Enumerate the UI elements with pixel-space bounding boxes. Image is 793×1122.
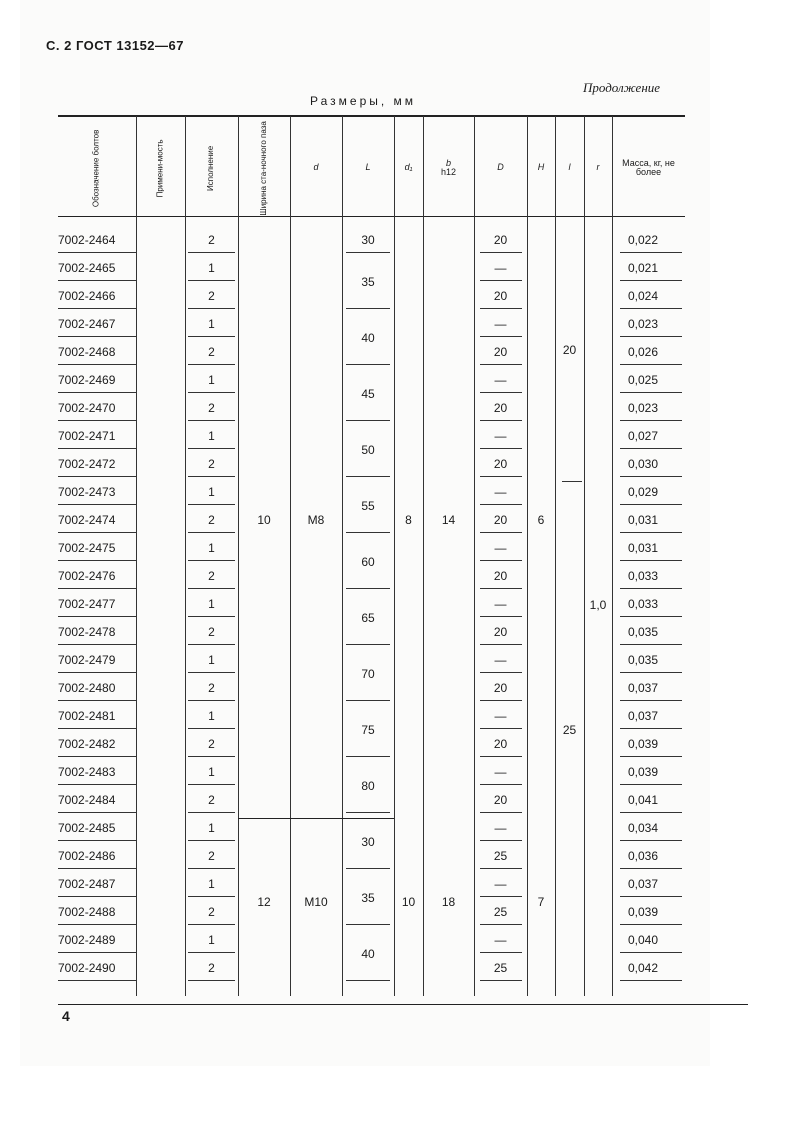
continuation-label: Продолжение — [583, 80, 661, 95]
D-value: 20 — [493, 513, 508, 527]
row-underline — [188, 756, 235, 757]
mass-value: 0,039 — [628, 737, 659, 751]
L-value: 40 — [361, 947, 375, 961]
header-applicability: Примени-мость — [155, 139, 165, 197]
D-value: 25 — [493, 961, 508, 975]
L-value: 35 — [361, 275, 375, 289]
page-number: 4 — [62, 1008, 70, 1024]
row-underline — [188, 392, 235, 393]
row-underline — [620, 532, 682, 533]
row-underline — [480, 448, 522, 449]
L-underline — [346, 812, 390, 813]
L-underline — [346, 700, 390, 701]
d1-group2: 10 — [401, 895, 416, 909]
header-H: H — [537, 162, 545, 173]
row-underline — [188, 532, 235, 533]
mass-value: 0,021 — [628, 261, 659, 275]
mass-value: 0,022 — [628, 233, 659, 247]
row-underline — [620, 924, 682, 925]
row-underline — [58, 700, 136, 701]
row-underline — [58, 868, 136, 869]
row-underline — [620, 476, 682, 477]
D-value: 20 — [493, 401, 508, 415]
D-value: — — [494, 429, 507, 443]
row-underline — [58, 756, 136, 757]
row-underline — [58, 420, 136, 421]
row-underline — [188, 476, 235, 477]
version-value: 1 — [208, 261, 215, 275]
l-value-1: 20 — [562, 343, 577, 357]
row-underline — [58, 532, 136, 533]
row-underline — [480, 672, 522, 673]
row-underline — [480, 532, 522, 533]
row-underline — [188, 896, 235, 897]
bolt-code: 7002-2485 — [58, 821, 116, 835]
bolt-code: 7002-2471 — [58, 429, 116, 443]
page-bottom-rule — [58, 1004, 748, 1005]
L-underline — [346, 476, 390, 477]
bolt-code: 7002-2473 — [58, 485, 116, 499]
row-underline — [480, 644, 522, 645]
header-version: Исполнение — [206, 145, 216, 191]
version-value: 1 — [208, 429, 215, 443]
row-underline — [480, 336, 522, 337]
header-L: L — [365, 162, 371, 173]
row-underline — [480, 308, 522, 309]
header-slot-width: Ширина ста-ночного паза — [258, 120, 268, 216]
L-value: 30 — [361, 835, 375, 849]
row-underline — [620, 336, 682, 337]
D-value: — — [494, 653, 507, 667]
row-underline — [58, 392, 136, 393]
row-underline — [620, 616, 682, 617]
version-value: 2 — [208, 345, 215, 359]
header-mass: Масса, кг, не более — [622, 157, 675, 177]
version-value: 2 — [208, 289, 215, 303]
col-sep — [555, 116, 556, 996]
row-underline — [480, 280, 522, 281]
header-d1: d₁ — [404, 162, 413, 173]
D-value: 20 — [493, 681, 508, 695]
L-underline — [346, 868, 390, 869]
mass-value: 0,034 — [628, 821, 659, 835]
row-underline — [188, 616, 235, 617]
row-underline — [188, 252, 235, 253]
mass-value: 0,041 — [628, 793, 659, 807]
row-underline — [188, 672, 235, 673]
row-underline — [480, 588, 522, 589]
dimensions-title: Размеры, мм — [310, 94, 417, 108]
bolt-code: 7002-2476 — [58, 569, 116, 583]
row-underline — [480, 980, 522, 981]
row-underline — [620, 756, 682, 757]
D-value: 20 — [493, 737, 508, 751]
bolt-code: 7002-2472 — [58, 457, 116, 471]
version-value: 1 — [208, 373, 215, 387]
row-underline — [480, 924, 522, 925]
row-underline — [480, 560, 522, 561]
col-sep — [527, 116, 528, 996]
row-underline — [188, 924, 235, 925]
L-underline — [346, 364, 390, 365]
version-value: 1 — [208, 317, 215, 331]
version-value: 1 — [208, 709, 215, 723]
version-value: 2 — [208, 233, 215, 247]
thread-group1: M8 — [307, 513, 325, 527]
L-value: 70 — [361, 667, 375, 681]
row-underline — [620, 392, 682, 393]
row-underline — [620, 280, 682, 281]
L-value: 60 — [361, 555, 375, 569]
row-underline — [480, 784, 522, 785]
L-underline — [346, 532, 390, 533]
l-divider — [562, 481, 582, 482]
mass-value: 0,031 — [628, 541, 659, 555]
row-underline — [188, 336, 235, 337]
D-value: — — [494, 933, 507, 947]
version-value: 2 — [208, 793, 215, 807]
L-underline — [346, 420, 390, 421]
bolt-code: 7002-2468 — [58, 345, 116, 359]
L-underline — [346, 308, 390, 309]
mass-value: 0,039 — [628, 905, 659, 919]
row-underline — [620, 672, 682, 673]
mass-value: 0,037 — [628, 877, 659, 891]
bolt-code: 7002-2478 — [58, 625, 116, 639]
header-D: D — [497, 162, 504, 173]
slot-width-group1: 10 — [257, 513, 271, 527]
bolt-code: 7002-2475 — [58, 541, 116, 555]
slot-width-group2: 12 — [257, 895, 271, 909]
version-value: 1 — [208, 597, 215, 611]
mass-value: 0,035 — [628, 653, 659, 667]
mass-value: 0,029 — [628, 485, 659, 499]
bolt-code: 7002-2474 — [58, 513, 116, 527]
bolt-code: 7002-2481 — [58, 709, 116, 723]
mass-value: 0,023 — [628, 317, 659, 331]
row-underline — [480, 812, 522, 813]
row-underline — [188, 364, 235, 365]
row-underline — [480, 868, 522, 869]
col-sep — [394, 116, 395, 996]
mass-value: 0,035 — [628, 625, 659, 639]
l-value-2: 25 — [562, 723, 577, 737]
row-underline — [58, 896, 136, 897]
D-value: 20 — [493, 345, 508, 359]
D-value: — — [494, 373, 507, 387]
row-underline — [188, 420, 235, 421]
mass-value: 0,024 — [628, 289, 659, 303]
row-underline — [58, 952, 136, 953]
row-underline — [480, 504, 522, 505]
L-value: 65 — [361, 611, 375, 625]
bolt-code: 7002-2477 — [58, 597, 116, 611]
row-underline — [58, 840, 136, 841]
version-value: 2 — [208, 905, 215, 919]
L-underline — [346, 924, 390, 925]
row-underline — [480, 952, 522, 953]
row-underline — [620, 868, 682, 869]
bolt-code: 7002-2464 — [58, 233, 116, 247]
mass-value: 0,030 — [628, 457, 659, 471]
bolt-code: 7002-2486 — [58, 849, 116, 863]
bolt-code: 7002-2479 — [58, 653, 116, 667]
mass-value: 0,025 — [628, 373, 659, 387]
row-underline — [480, 364, 522, 365]
row-underline — [58, 448, 136, 449]
mass-value: 0,036 — [628, 849, 659, 863]
row-underline — [480, 840, 522, 841]
header-b: b h12 — [440, 157, 457, 177]
header-d: d — [313, 162, 319, 173]
row-underline — [188, 280, 235, 281]
mass-value: 0,026 — [628, 345, 659, 359]
col-sep — [612, 116, 613, 996]
row-underline — [58, 588, 136, 589]
col-sep — [584, 116, 585, 996]
row-underline — [188, 784, 235, 785]
row-underline — [58, 476, 136, 477]
col-sep — [185, 116, 186, 996]
row-underline — [620, 728, 682, 729]
row-underline — [58, 980, 136, 981]
mass-value: 0,031 — [628, 513, 659, 527]
L-value: 55 — [361, 499, 375, 513]
D-value: 20 — [493, 289, 508, 303]
row-underline — [58, 616, 136, 617]
mass-value: 0,037 — [628, 709, 659, 723]
D-value: — — [494, 821, 507, 835]
D-value: — — [494, 597, 507, 611]
D-value: — — [494, 317, 507, 331]
L-value: 75 — [361, 723, 375, 737]
col-sep — [238, 116, 239, 996]
row-underline — [480, 700, 522, 701]
version-value: 2 — [208, 961, 215, 975]
bolt-code: 7002-2483 — [58, 765, 116, 779]
row-underline — [620, 504, 682, 505]
mass-value: 0,037 — [628, 681, 659, 695]
bolt-code: 7002-2490 — [58, 961, 116, 975]
thread-group2: M10 — [304, 895, 328, 909]
header-l: l — [568, 162, 571, 173]
row-underline — [620, 364, 682, 365]
r-value: 1,0 — [589, 598, 607, 612]
version-value: 2 — [208, 401, 215, 415]
row-underline — [620, 812, 682, 813]
b-group1: 14 — [441, 513, 456, 527]
header-bottom-rule — [58, 216, 685, 217]
row-underline — [188, 504, 235, 505]
document-id: С. 2 ГОСТ 13152—67 — [46, 38, 184, 53]
L-underline — [346, 644, 390, 645]
L-underline — [346, 756, 390, 757]
H-group1: 6 — [537, 513, 545, 527]
mass-value: 0,042 — [628, 961, 659, 975]
row-underline — [58, 784, 136, 785]
group-divider — [238, 818, 394, 819]
L-value: 45 — [361, 387, 375, 401]
D-value: — — [494, 261, 507, 275]
mass-value: 0,027 — [628, 429, 659, 443]
row-underline — [620, 840, 682, 841]
row-underline — [480, 728, 522, 729]
D-value: — — [494, 485, 507, 499]
version-value: 2 — [208, 457, 215, 471]
L-value: 30 — [361, 233, 375, 247]
row-underline — [620, 784, 682, 785]
row-underline — [480, 252, 522, 253]
bolt-code: 7002-2469 — [58, 373, 116, 387]
b-group2: 18 — [441, 895, 456, 909]
header-r: r — [596, 162, 600, 173]
col-sep — [423, 116, 424, 996]
D-value: 25 — [493, 905, 508, 919]
version-value: 2 — [208, 625, 215, 639]
row-underline — [58, 560, 136, 561]
D-value: 20 — [493, 569, 508, 583]
mass-value: 0,040 — [628, 933, 659, 947]
row-underline — [188, 700, 235, 701]
D-value: 20 — [493, 233, 508, 247]
row-underline — [480, 392, 522, 393]
L-underline — [346, 588, 390, 589]
L-value: 40 — [361, 331, 375, 345]
row-underline — [188, 840, 235, 841]
H-group2: 7 — [537, 895, 545, 909]
table-top-rule — [58, 115, 685, 117]
D-value: 20 — [493, 793, 508, 807]
row-underline — [188, 952, 235, 953]
row-underline — [58, 364, 136, 365]
version-value: 1 — [208, 821, 215, 835]
mass-value: 0,039 — [628, 765, 659, 779]
version-value: 1 — [208, 877, 215, 891]
version-value: 1 — [208, 653, 215, 667]
bolt-code: 7002-2470 — [58, 401, 116, 415]
row-underline — [620, 952, 682, 953]
version-value: 2 — [208, 737, 215, 751]
D-value: 25 — [493, 849, 508, 863]
L-value: 80 — [361, 779, 375, 793]
row-underline — [620, 700, 682, 701]
row-underline — [58, 308, 136, 309]
row-underline — [620, 420, 682, 421]
version-value: 1 — [208, 765, 215, 779]
row-underline — [188, 448, 235, 449]
col-sep — [136, 116, 137, 996]
D-value: — — [494, 709, 507, 723]
version-value: 1 — [208, 933, 215, 947]
row-underline — [188, 868, 235, 869]
bolt-code: 7002-2466 — [58, 289, 116, 303]
row-underline — [188, 588, 235, 589]
D-value: — — [494, 877, 507, 891]
row-underline — [58, 728, 136, 729]
row-underline — [188, 812, 235, 813]
col-sep — [474, 116, 475, 996]
row-underline — [58, 672, 136, 673]
L-underline — [346, 980, 390, 981]
version-value: 2 — [208, 569, 215, 583]
bolt-code: 7002-2489 — [58, 933, 116, 947]
row-underline — [58, 336, 136, 337]
row-underline — [188, 980, 235, 981]
D-value: — — [494, 765, 507, 779]
bolt-code: 7002-2488 — [58, 905, 116, 919]
row-underline — [620, 560, 682, 561]
bolt-code: 7002-2482 — [58, 737, 116, 751]
version-value: 2 — [208, 681, 215, 695]
mass-value: 0,033 — [628, 597, 659, 611]
bolt-code: 7002-2484 — [58, 793, 116, 807]
L-underline — [346, 252, 390, 253]
row-underline — [620, 644, 682, 645]
row-underline — [620, 448, 682, 449]
row-underline — [480, 420, 522, 421]
row-underline — [620, 308, 682, 309]
row-underline — [620, 252, 682, 253]
row-underline — [620, 896, 682, 897]
bolt-code: 7002-2465 — [58, 261, 116, 275]
version-value: 1 — [208, 485, 215, 499]
row-underline — [58, 924, 136, 925]
version-value: 1 — [208, 541, 215, 555]
version-value: 2 — [208, 849, 215, 863]
row-underline — [58, 252, 136, 253]
bolt-code: 7002-2480 — [58, 681, 116, 695]
L-value: 50 — [361, 443, 375, 457]
row-underline — [480, 896, 522, 897]
D-value: — — [494, 541, 507, 555]
D-value: 20 — [493, 457, 508, 471]
mass-value: 0,033 — [628, 569, 659, 583]
header-designation: Обозначение болтов — [91, 129, 101, 207]
D-value: 20 — [493, 625, 508, 639]
mass-value: 0,023 — [628, 401, 659, 415]
row-underline — [188, 728, 235, 729]
row-underline — [188, 308, 235, 309]
bolt-code: 7002-2467 — [58, 317, 116, 331]
version-value: 2 — [208, 513, 215, 527]
row-underline — [620, 980, 682, 981]
row-underline — [58, 812, 136, 813]
col-sep — [290, 116, 291, 996]
row-underline — [58, 280, 136, 281]
row-underline — [58, 504, 136, 505]
bolt-code: 7002-2487 — [58, 877, 116, 891]
row-underline — [188, 560, 235, 561]
row-underline — [480, 756, 522, 757]
row-underline — [480, 476, 522, 477]
row-underline — [620, 588, 682, 589]
row-underline — [480, 616, 522, 617]
L-value: 35 — [361, 891, 375, 905]
row-underline — [188, 644, 235, 645]
d1-group1: 8 — [405, 513, 412, 527]
row-underline — [58, 644, 136, 645]
